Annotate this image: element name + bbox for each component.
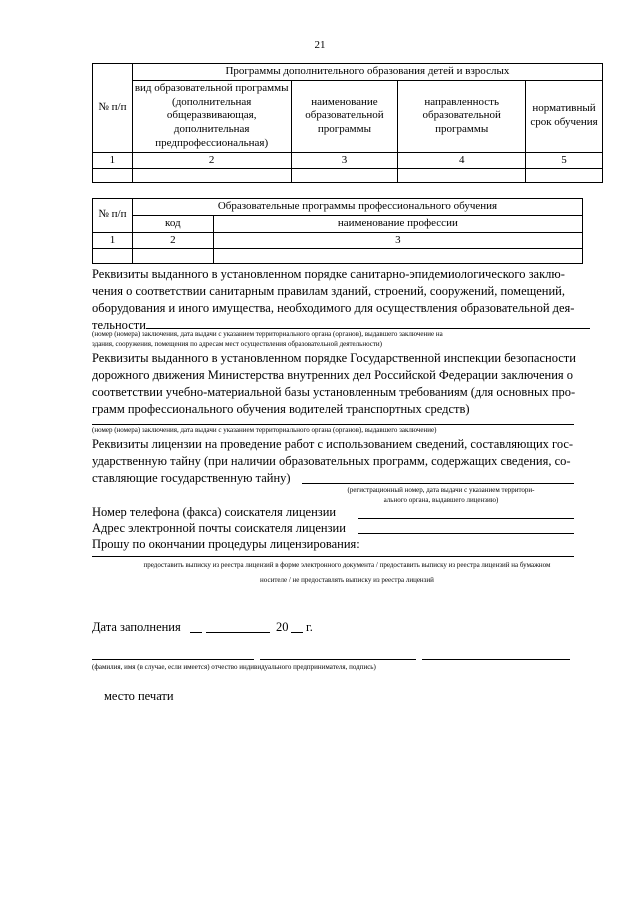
date-month-field[interactable]: [206, 632, 270, 633]
text-line: ставляющие государственную тайну): [92, 471, 291, 485]
sanitary-conclusion-paragraph: [92, 266, 592, 334]
note-line: здания, сооружения, помещения по адресам мест осуществления образовательной деятельности): [92, 339, 382, 348]
gibdd-conclusion-note: (номер (номера) заключения, дата выдачи с указанием территориального органа (органов), выдавшего заключение): [92, 426, 437, 434]
date-year-prefix: 20: [276, 620, 289, 634]
t2-empty-cell: [93, 249, 133, 264]
t2-header-number: № п/п: [93, 199, 133, 233]
t1-header-duration: нормативный срок обучения: [526, 80, 603, 152]
t2-empty-cell: [213, 249, 582, 264]
text-line: оборудования и иного имущества, необходимого для осуществления образовательной дея-: [92, 301, 575, 315]
text-line: Реквизиты выданного в установленном порядке санитарно-эпидемиологического заклю-: [92, 267, 565, 281]
t1-number-cell: 2: [132, 152, 291, 169]
t1-empty-cell: [526, 169, 603, 183]
note-line: ального органа, выдавшего лицензию): [383, 495, 499, 504]
t1-title: Программы дополнительного образования детей и взрослых: [132, 64, 602, 81]
page-number: 21: [314, 39, 326, 51]
t1-empty-cell: [398, 169, 526, 183]
state-secret-license-field[interactable]: [302, 483, 574, 484]
t2-header-profession: наименование профессии: [213, 215, 582, 232]
t2-number-cell: 1: [93, 232, 133, 249]
note-line: носителе / не предоставлять выписку из реестра лицензий: [260, 576, 434, 584]
date-label: Дата заполнения: [92, 620, 181, 634]
text-line: Реквизиты выданного в установленном порядке Государственной инспекции безопасности: [92, 351, 576, 365]
gibdd-conclusion-field[interactable]: [92, 424, 574, 425]
phone-field[interactable]: [358, 518, 574, 519]
t1-empty-cell: [93, 169, 133, 183]
note-line: (регистрационный номер, дата выдачи с указанием территори-: [347, 486, 535, 494]
note-line: предоставить выписку из реестра лицензий в форме электронного документа / предоставить выписку из реестра лицензий на бумажном: [143, 561, 551, 569]
t2-title: Образовательные программы профессионального обучения: [132, 199, 582, 216]
t1-header-direction: направленность образовательной программы: [398, 80, 526, 152]
text-line: Реквизиты лицензии на проведение работ с использованием сведений, составляющих гос-: [92, 437, 574, 451]
state-secret-license-paragraph: [92, 436, 592, 487]
t1-empty-cell: [132, 169, 291, 183]
t1-number-cell: 4: [398, 152, 526, 169]
request-choice-field[interactable]: [92, 556, 574, 557]
text-line: ударственную тайну (при наличии образовательных программ, содержащих сведения, со-: [92, 454, 571, 468]
t1-number-cell: 3: [291, 152, 398, 169]
request-label: Прошу по окончании процедуры лицензирования:: [92, 537, 360, 551]
t2-number-cell: 2: [132, 232, 213, 249]
t2-header-code: код: [132, 215, 213, 232]
gibdd-conclusion-paragraph: [92, 350, 592, 418]
email-label: Адрес электронной почты соискателя лицензии: [92, 521, 346, 535]
text-line: тельности: [92, 318, 146, 332]
t1-empty-cell: [291, 169, 398, 183]
signature-patronymic-field[interactable]: [260, 659, 416, 660]
t1-number-cell: 1: [93, 152, 133, 169]
date-year-field[interactable]: [291, 632, 303, 633]
t2-number-cell: 3: [213, 232, 582, 249]
table-professional-training: [92, 198, 583, 264]
request-options-note: [92, 558, 602, 588]
t1-header-number: № п/п: [93, 64, 133, 153]
t1-header-program-type: вид образовательной программы (дополнительная общеразвивающая, дополнительная предпрофессиональная): [132, 80, 291, 152]
table-additional-education: [92, 63, 603, 183]
text-line: чения о соответствии санитарным правилам зданий, строений, сооружений, помещений,: [92, 284, 565, 298]
t1-header-program-name: наименование образовательной программы: [291, 80, 398, 152]
t1-number-cell: 5: [526, 152, 603, 169]
text-line: грамм профессионального обучения водителей транспортных средств): [92, 402, 470, 416]
email-field[interactable]: [358, 533, 574, 534]
signature-name-field[interactable]: [92, 659, 254, 660]
text-line: дорожного движения Министерства внутренних дел Российской Федерации заключения о: [92, 368, 574, 382]
date-year-suffix: г.: [306, 620, 313, 634]
sanitary-conclusion-field[interactable]: [146, 328, 590, 329]
t2-empty-cell: [132, 249, 213, 264]
phone-label: Номер телефона (факса) соискателя лицензии: [92, 505, 337, 519]
state-secret-license-note: [305, 486, 577, 505]
note-line: (номер (номера) заключения, дата выдачи с указанием территориального органа (органов), выдавшего заключение на: [92, 330, 443, 338]
stamp-place: место печати: [104, 689, 174, 703]
signature-sign-field[interactable]: [422, 659, 570, 660]
sanitary-conclusion-note: [92, 330, 592, 349]
date-day-field[interactable]: [190, 632, 202, 633]
signature-note: (фамилия, имя (в случае, если имеется) отчество индивидуального предпринимателя, подпись): [92, 663, 376, 671]
text-line: соответствии учебно-материальной базы установленным требованиям (для основных про-: [92, 385, 576, 399]
